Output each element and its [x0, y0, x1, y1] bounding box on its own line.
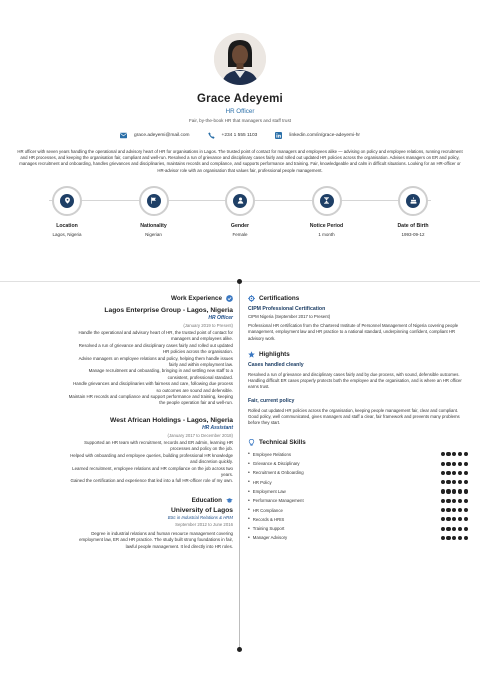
- skill-row: [248, 459, 468, 468]
- highlights-title: Highlights: [259, 350, 290, 358]
- job-bullet: Supported an HR team with recruitment, records and ER admin, learning HR: [84, 439, 233, 445]
- skill-level-rating: [441, 462, 468, 466]
- contact-phone[interactable]: [208, 132, 258, 139]
- education-section: [12, 497, 233, 550]
- job-bullet: Resolved a run of grievance and disciplinary cases fairly and rolled out updated: [78, 342, 233, 348]
- skill-name: • Manager Advisory: [248, 535, 287, 541]
- skill-level-dot: [452, 480, 456, 484]
- skill-level-dot: [452, 508, 456, 512]
- timeline-line: [239, 281, 240, 651]
- job-bullet: years.: [221, 471, 233, 477]
- skill-name: • Records & HRIS: [248, 516, 284, 522]
- skill-row: [248, 496, 468, 505]
- contact-linkedin-text: linkedin.com/in/grace-adeyemi-hr: [289, 133, 360, 138]
- education-desc-line: employment law, ER and HR practice. The study built strong foundations in fair,: [79, 537, 233, 543]
- job-bullet: Handle the operational and advisory heart of HR, the trusted point of contact for: [78, 330, 233, 335]
- skill-row: [248, 515, 468, 524]
- education-desc-line: Degree in industrial relations and human resource management covering: [91, 530, 233, 536]
- job-bullet: Handle grievances and disciplinaries with fairness and care, following due process: [73, 381, 233, 387]
- fact-gender-value: Female: [232, 231, 248, 237]
- contact-phone-text: +234 1 555 1103: [221, 133, 258, 138]
- star-icon: [248, 351, 255, 358]
- skill-level-dot: [452, 489, 456, 493]
- certification-description: Professional HR certification from the Chartered Institute of Personnel Management of Nigeria covering people management, employment law and HR practice to a national standard, underpinning confident, compliant HR advisory work.: [248, 323, 459, 341]
- candidate-tagline: Fair, by-the-book HR that managers and staff trust: [188, 118, 292, 123]
- fact-dob-label: Date of Birth: [397, 222, 429, 229]
- job-bullet: Gained the certification and experience that led into a full HR-officer role of my own.: [70, 478, 233, 484]
- skill-row: [248, 505, 468, 514]
- skill-level-dot: [458, 517, 462, 521]
- skill-level-rating: [441, 527, 468, 531]
- skill-level-dot: [441, 480, 445, 484]
- phone-icon: [208, 132, 215, 139]
- skill-level-dot: [458, 452, 462, 456]
- fact-dob-value: 1993-09-12: [401, 231, 425, 237]
- skill-name: • Recruitment & Onboarding: [248, 470, 304, 476]
- skill-name: • Employee Relations: [248, 451, 291, 457]
- job-company: Lagos Enterprise Group - Lagos, Nigeria: [104, 307, 233, 314]
- education-degree: BSc in Industrial Relations & HRM: [167, 514, 233, 520]
- skill-level-dot: [446, 480, 450, 484]
- highlights-heading: [248, 351, 468, 358]
- skill-level-dot: [441, 452, 445, 456]
- education-desc-line: lawful people management. It led directly into HR roles.: [125, 543, 233, 549]
- skill-level-rating: [441, 499, 468, 503]
- cake-icon: [410, 197, 417, 204]
- skill-level-dot: [446, 471, 450, 475]
- personal-facts: [35, 186, 445, 237]
- skill-level-dot: [441, 499, 445, 503]
- skill-level-dot: [458, 508, 462, 512]
- work-experience-heading: [12, 295, 233, 302]
- fact-notice-value: 1 month: [318, 231, 335, 237]
- certifications-title: Certifications: [259, 295, 300, 302]
- skill-level-dot: [441, 508, 445, 512]
- skill-level-dot: [441, 536, 445, 540]
- skill-name: • Training Support: [248, 526, 284, 532]
- skill-level-rating: [441, 471, 468, 475]
- job-bullet: Learned recruitment, employee relations and HR compliance on the job across two: [72, 465, 233, 471]
- certification-name: CIPM Professional Certification: [248, 306, 326, 312]
- skill-level-dot: [458, 480, 462, 484]
- job-entry-1: [12, 307, 233, 407]
- skill-level-dot: [458, 489, 462, 493]
- job-bullet: processes and policy on the job.: [170, 446, 233, 452]
- job-bullets: [12, 440, 233, 485]
- job-entry-2: [12, 417, 233, 485]
- graduation-cap-icon: [226, 497, 233, 504]
- skill-level-dot: [464, 480, 468, 484]
- skill-level-rating: [441, 536, 468, 540]
- skill-name: • Grievance & Disciplinary: [248, 461, 300, 467]
- job-company: West African Holdings - Lagos, Nigeria: [110, 416, 233, 424]
- skill-level-dot: [441, 489, 445, 493]
- skill-level-dot: [464, 508, 468, 512]
- work-experience-title: Work Experience: [171, 295, 222, 302]
- job-bullet: managers and employees alike.: [171, 336, 233, 342]
- avatar: [214, 33, 266, 85]
- technical-skills-heading: [248, 439, 468, 446]
- location-pin-icon: [64, 197, 71, 204]
- job-title: HR Officer: [208, 315, 233, 321]
- skill-level-dot: [441, 462, 445, 466]
- skill-name: • HR Policy: [248, 479, 272, 485]
- fact-notice-label: Notice Period: [309, 222, 344, 229]
- contact-email-text: grace.adeyemi@mail.com: [134, 133, 190, 138]
- skills-list: [248, 450, 468, 543]
- gear-icon: [248, 295, 255, 302]
- skill-level-rating: [441, 517, 468, 521]
- skill-level-dot: [446, 499, 450, 503]
- skill-level-dot: [441, 471, 445, 475]
- flag-icon: [150, 197, 157, 204]
- skill-level-rating: [441, 489, 468, 493]
- contact-row: [0, 132, 480, 139]
- fact-location-label: Location: [56, 222, 78, 229]
- candidate-role: HR Officer: [225, 108, 255, 115]
- skill-level-dot: [458, 536, 462, 540]
- skill-level-rating: [441, 508, 468, 512]
- education-date: September 2012 to June 2016: [175, 521, 233, 527]
- skill-level-dot: [446, 536, 450, 540]
- education-heading: [12, 497, 233, 504]
- resume-header: [0, 0, 480, 237]
- contact-email[interactable]: [120, 132, 190, 139]
- hourglass-icon: [323, 197, 330, 204]
- fact-location: [35, 186, 99, 237]
- certification-issuer: CIPM Nigeria (September 2017 to Present): [248, 314, 331, 319]
- skill-level-dot: [464, 499, 468, 503]
- skill-level-dot: [458, 499, 462, 503]
- job-bullet: and discretion quickly.: [190, 459, 233, 465]
- skill-level-dot: [452, 517, 456, 521]
- technical-skills-title: Technical Skills: [259, 438, 306, 446]
- job-bullet: Helped with onboarding and employee queries, building professional HR knowledge: [70, 452, 233, 458]
- skill-name: • Performance Management: [248, 498, 304, 504]
- skill-level-dot: [446, 462, 450, 466]
- fact-nationality: [122, 186, 186, 237]
- skill-level-dot: [452, 452, 456, 456]
- skill-level-dot: [441, 527, 445, 531]
- skill-level-dot: [441, 517, 445, 521]
- skill-level-dot: [452, 471, 456, 475]
- skill-row: [248, 533, 468, 542]
- skill-row: [248, 524, 468, 533]
- fact-date-of-birth: [381, 186, 445, 237]
- skill-level-dot: [446, 517, 450, 521]
- skill-level-dot: [446, 452, 450, 456]
- skill-level-dot: [458, 527, 462, 531]
- highlight-title: Fair, current policy: [248, 397, 295, 404]
- right-column: [248, 295, 468, 543]
- skill-level-dot: [446, 508, 450, 512]
- job-bullet: Manage recruitment and onboarding, bringing in and settling new staff to a: [88, 368, 233, 374]
- highlight-description: Resolved a run of grievance and disciplinary cases fairly and by due process, with sound, defensible outcomes. Handling difficult ER cases properly protects both the employee and the organisation, and is where an HR officer earns trust.: [248, 371, 462, 390]
- linkedin-icon: [275, 132, 282, 139]
- skill-level-dot: [464, 489, 468, 493]
- job-bullet: the people operation fair and well-run.: [159, 400, 233, 406]
- skill-level-dot: [452, 462, 456, 466]
- skill-level-dot: [464, 462, 468, 466]
- skill-name: • Employment Law: [248, 489, 286, 495]
- skill-row: [248, 487, 468, 496]
- skill-level-dot: [464, 517, 468, 521]
- job-bullet: fairly and within employment law.: [168, 362, 233, 368]
- skill-level-dot: [452, 536, 456, 540]
- job-bullet: so outcomes are sound and defensible.: [156, 387, 233, 393]
- job-bullets: [12, 330, 233, 407]
- job-date: (January 2019 to Present): [183, 323, 233, 328]
- skill-row: [248, 478, 468, 487]
- skill-level-dot: [464, 471, 468, 475]
- skill-level-dot: [452, 527, 456, 531]
- timeline-dot-bottom: [237, 647, 242, 652]
- education-school: University of Lagos: [170, 506, 233, 514]
- skill-name: • HR Compliance: [248, 507, 283, 513]
- education-description: [12, 531, 233, 550]
- job-bullet: Maintain HR records and compliance and support performance and training, keeping: [68, 394, 233, 400]
- fact-gender: [208, 186, 272, 237]
- job-bullet: Advise managers on employee relations and policy, helping them handle issues: [78, 355, 233, 361]
- skill-level-dot: [464, 527, 468, 531]
- profile-summary: HR officer with seven years handling the operational and advisory heart of HR for organisations in Lagos. The trusted point of contact for managers and employees alike — advising on policy and employee relations, running recruitment and HR processes, and keeping the organisation fair, compliant and well-run. Resolved a run of grievance and disciplinary cases fairly and rolled out updated HR policies across the organisation. Advises managers on ER and policy, manages recruitment and onboarding, handles grievances and disciplinaries, maintains records and compliance, and supports performance and training. Fair, knowledgeable and calm in difficult situations. Looking for an HR-officer or HR-advisor role with an organisation that values fair, professional people management.: [17, 149, 463, 173]
- highlight-title: Cases handled cleanly: [248, 361, 304, 368]
- fact-nationality-label: Nationality: [140, 222, 167, 229]
- job-title: HR Assistant: [202, 424, 233, 431]
- certifications-heading: [248, 295, 468, 302]
- timeline-dot-top: [237, 279, 242, 284]
- job-date: (January 2017 to December 2018): [167, 432, 233, 438]
- person-icon: [237, 197, 244, 204]
- job-bullet: consistent, professional standard.: [167, 374, 233, 380]
- skill-row: [248, 450, 468, 459]
- fact-gender-label: Gender: [230, 222, 250, 229]
- job-bullet: HR policies across the organisation.: [162, 349, 233, 355]
- skill-row: [248, 468, 468, 477]
- skill-level-rating: [441, 480, 468, 484]
- candidate-name: Grace Adeyemi: [197, 93, 283, 105]
- skill-level-dot: [458, 462, 462, 466]
- left-column: [12, 295, 233, 550]
- fact-location-value: Lagos, Nigeria: [52, 231, 82, 237]
- check-badge-icon: [226, 295, 233, 302]
- contact-linkedin[interactable]: [275, 132, 360, 139]
- highlight-description: Rolled out updated HR policies across the organisation, keeping people management fair, clear and compliant. Good policy, well communicated, gives managers and staff a clear, fair framework and prevents many problems before they start.: [248, 407, 460, 426]
- skill-level-dot: [464, 536, 468, 540]
- email-icon: [120, 132, 127, 139]
- skill-level-rating: [441, 452, 468, 456]
- lightbulb-icon: [248, 439, 255, 446]
- skill-level-dot: [464, 452, 468, 456]
- fact-notice-period: [295, 186, 359, 237]
- skill-level-dot: [446, 489, 450, 493]
- fact-nationality-value: Nigerian: [145, 231, 162, 237]
- skill-level-dot: [458, 471, 462, 475]
- education-title: Education: [191, 496, 222, 504]
- skill-level-dot: [446, 527, 450, 531]
- skill-level-dot: [452, 499, 456, 503]
